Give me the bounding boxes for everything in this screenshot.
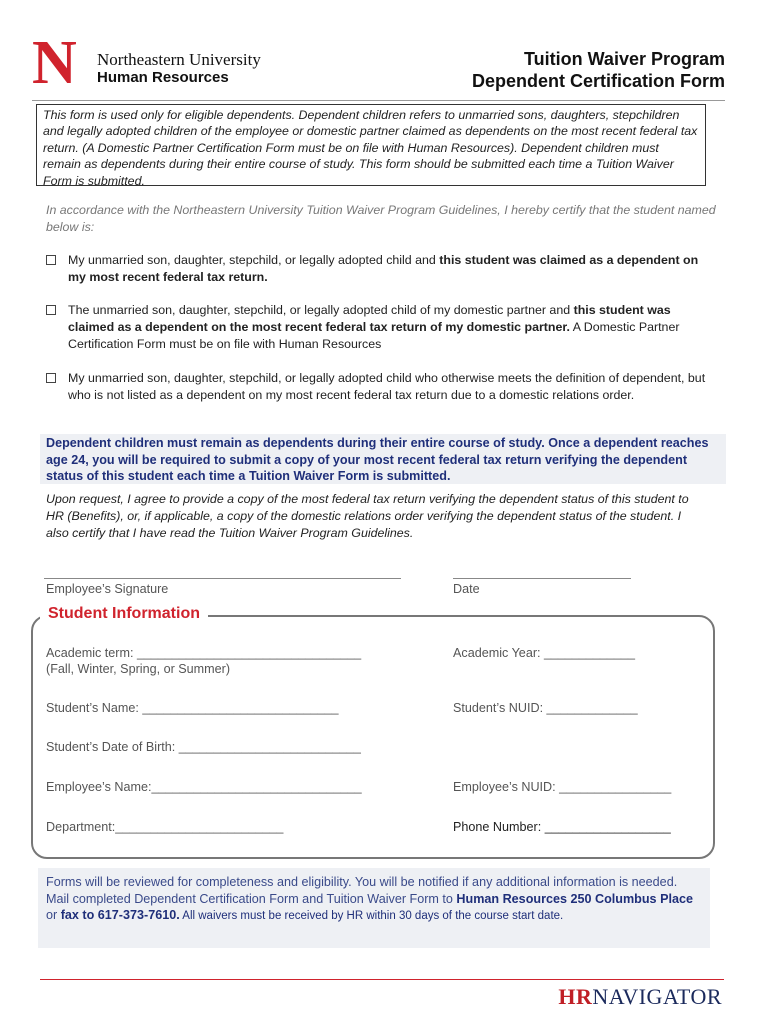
option-claimed-dependent[interactable]: My unmarried son, daughter, stepchild, or legally adopted child and this student was claimed as a dependent on my most recent federal tax return. bbox=[46, 252, 716, 286]
department-field[interactable]: Department:________________________ bbox=[46, 820, 284, 834]
form-title bbox=[472, 48, 725, 92]
checkbox[interactable] bbox=[46, 305, 56, 315]
logo-department-name: Human Resources bbox=[97, 69, 229, 86]
checkbox[interactable] bbox=[46, 255, 56, 265]
academic-term-hint: (Fall, Winter, Spring, or Summer) bbox=[46, 662, 231, 676]
employee-name-field[interactable]: Employee’s Name:______________________________ bbox=[46, 780, 362, 794]
certification-statement: In accordance with the Northeastern University Tuition Waiver Program Guidelines, I hereby certify that the student named below is: bbox=[46, 203, 716, 234]
employee-nuid-field[interactable]: Employee’s NUID: ________________ bbox=[453, 780, 672, 794]
student-dob-field[interactable]: Student’s Date of Birth: __________________________ bbox=[46, 740, 361, 754]
submission-instructions: Forms will be reviewed for completeness and eligibility. You will be notified if any additional information is needed. Mail completed Dependent Certification Form and Tuition Waiver Form to Human Resources 250 Columbus Place or fax to 617-373-7610. All waivers must be received by HR within 30 days of the course start date. bbox=[38, 868, 710, 948]
student-information-title: Student Information bbox=[40, 605, 208, 623]
phone-number-field[interactable]: Phone Number: __________________ bbox=[453, 820, 671, 834]
employee-signature-label: Employee’s Signature bbox=[46, 582, 169, 596]
age-24-notice: Dependent children must remain as dependents during their entire course of study. Once a dependent reaches age 24, you will be required to submit a copy of your most recent federal tax return verifying the dependent status of this student each time a Tuition Waiver Form is submitted. bbox=[40, 434, 726, 484]
logo-university-name: Northeastern University bbox=[97, 50, 261, 69]
student-name-field[interactable]: Student’s Name: ____________________________ bbox=[46, 701, 339, 715]
form-title-line1: Tuition Waiver Program bbox=[523, 49, 725, 69]
signature-line[interactable] bbox=[44, 578, 401, 579]
option-domestic-partner-dependent[interactable]: The unmarried son, daughter, stepchild, or legally adopted child of my domestic partner and this student was claimed as a dependent on the most recent federal tax return of my domestic partner. A Domestic Partner Certification Form must be on file with Human Resources bbox=[46, 302, 716, 353]
title-divider bbox=[32, 100, 725, 101]
date-label: Date bbox=[453, 582, 480, 596]
hr-navigator-logo: HRNAVIGATOR bbox=[558, 984, 722, 1009]
logo-letter: N bbox=[32, 36, 77, 86]
date-line[interactable] bbox=[453, 578, 631, 579]
academic-year-field[interactable]: Academic Year: _____________ bbox=[453, 646, 636, 660]
checkbox[interactable] bbox=[46, 373, 56, 383]
option-domestic-relations-order[interactable]: My unmarried son, daughter, stepchild, or legally adopted child who otherwise meets the definition of dependent, but who is not listed as a dependent on my most recent federal tax return due to a domestic relations order. bbox=[46, 370, 716, 404]
academic-term-field[interactable]: Academic term: ________________________________ bbox=[46, 646, 362, 660]
footer-divider bbox=[40, 979, 724, 980]
northeastern-n-logo bbox=[32, 36, 98, 86]
eligibility-intro-box: This form is used only for eligible dependents. Dependent children refers to unmarried sons, daughters, stepchildren and legally adopted children of the employee or domestic partner claimed as dependents on the most recent federal tax return. (A Domestic Partner Certification Form must be on file with Human Resources). Dependent children must remain as dependents during their entire course of study. This form should be submitted each time a Tuition Waiver Form is submitted. bbox=[36, 104, 706, 186]
upon-request-statement: Upon request, I agree to provide a copy of the most federal tax return verifying the dependent status of this student to HR (Benefits), or, if applicable, a copy of the domestic relations order verifying the dependent status of the student. I also certify that I have read the Tuition Waiver Program Guidelines. bbox=[46, 492, 689, 540]
form-title-line2: Dependent Certification Form bbox=[471, 71, 725, 91]
student-nuid-field[interactable]: Student’s NUID: _____________ bbox=[453, 701, 638, 715]
